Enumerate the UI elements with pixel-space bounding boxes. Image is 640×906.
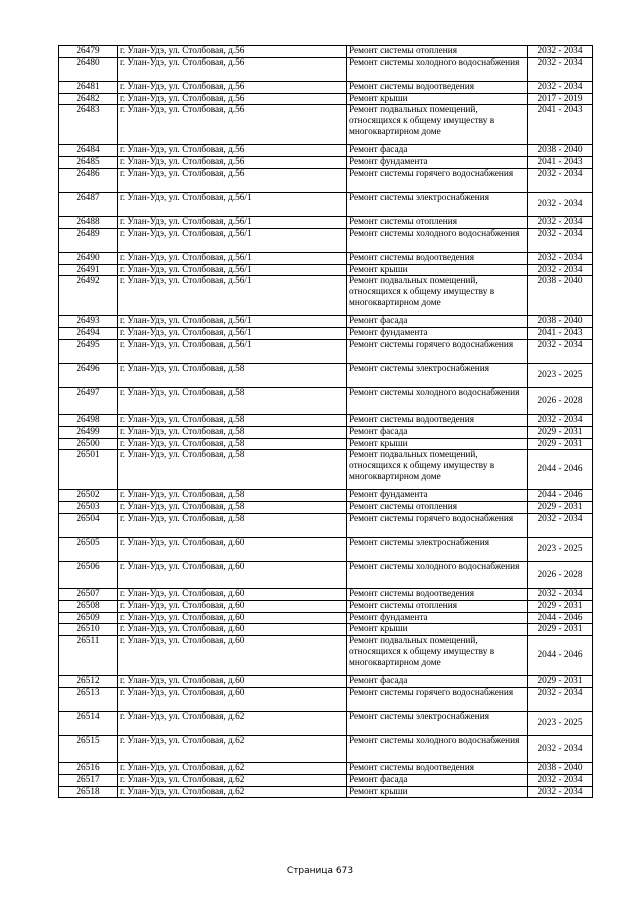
row-number-cell: 26506 — [59, 561, 118, 588]
work-type-cell: Ремонт системы водоотведения — [347, 81, 528, 93]
work-type-cell: Ремонт системы отопления — [347, 46, 528, 58]
work-type-cell: Ремонт фундамента — [347, 490, 528, 502]
work-type-cell: Ремонт подвальных помещений, относящихся к общему имуществу в многоквартирном доме — [347, 105, 528, 145]
table-row — [59, 46, 593, 58]
period-cell: 2044 - 2046 — [528, 450, 593, 490]
table-row — [59, 414, 593, 426]
table-row — [59, 328, 593, 340]
period-cell: 2032 - 2034 — [528, 786, 593, 798]
work-type-cell: Ремонт крыши — [347, 438, 528, 450]
period-cell: 2032 - 2034 — [528, 46, 593, 58]
row-number-cell: 26512 — [59, 676, 118, 688]
work-type-cell: Ремонт системы отопления — [347, 600, 528, 612]
period-cell: 2044 - 2046 — [528, 636, 593, 676]
period-cell: 2041 - 2043 — [528, 105, 593, 145]
row-number-cell: 26503 — [59, 502, 118, 514]
address-cell: г. Улан-Удэ, ул. Столбовая, д.60 — [118, 561, 347, 588]
address-cell: г. Улан-Удэ, ул. Столбовая, д.60 — [118, 612, 347, 624]
address-cell: г. Улан-Удэ, ул. Столбовая, д.56 — [118, 81, 347, 93]
period-cell: 2017 - 2019 — [528, 93, 593, 105]
work-type-cell: Ремонт крыши — [347, 93, 528, 105]
table-row — [59, 600, 593, 612]
table-row — [59, 81, 593, 93]
table-row — [59, 711, 593, 735]
row-number-cell: 26488 — [59, 216, 118, 228]
address-cell: г. Улан-Удэ, ул. Столбовая, д.60 — [118, 687, 347, 711]
table-row — [59, 252, 593, 264]
period-cell: 2044 - 2046 — [528, 612, 593, 624]
work-type-cell: Ремонт системы горячего водоснабжения — [347, 687, 528, 711]
row-number-cell: 26508 — [59, 600, 118, 612]
row-number-cell: 26490 — [59, 252, 118, 264]
address-cell: г. Улан-Удэ, ул. Столбовая, д.62 — [118, 711, 347, 735]
work-type-cell: Ремонт системы электроснабжения — [347, 363, 528, 387]
address-cell: г. Улан-Удэ, ул. Столбовая, д.58 — [118, 513, 347, 537]
table-row — [59, 57, 593, 81]
work-type-cell: Ремонт системы водоотведения — [347, 414, 528, 426]
address-cell: г. Улан-Удэ, ул. Столбовая, д.58 — [118, 450, 347, 490]
table-row — [59, 426, 593, 438]
period-cell: 2032 - 2034 — [528, 774, 593, 786]
period-cell: 2032 - 2034 — [528, 228, 593, 252]
table-row — [59, 450, 593, 490]
table-row — [59, 168, 593, 192]
period-cell: 2029 - 2031 — [528, 438, 593, 450]
table-row — [59, 105, 593, 145]
work-type-cell: Ремонт фасада — [347, 676, 528, 688]
work-type-cell: Ремонт системы холодного водоснабжения — [347, 735, 528, 762]
period-cell: 2032 - 2034 — [528, 264, 593, 276]
period-cell: 2032 - 2034 — [528, 735, 593, 762]
row-number-cell: 26516 — [59, 762, 118, 774]
address-cell: г. Улан-Удэ, ул. Столбовая, д.62 — [118, 774, 347, 786]
table-body — [59, 46, 593, 798]
row-number-cell: 26494 — [59, 328, 118, 340]
period-cell: 2023 - 2025 — [528, 711, 593, 735]
row-number-cell: 26518 — [59, 786, 118, 798]
address-cell: г. Улан-Удэ, ул. Столбовая, д.56/1 — [118, 316, 347, 328]
table-row — [59, 276, 593, 316]
period-cell: 2032 - 2034 — [528, 168, 593, 192]
table-row — [59, 192, 593, 216]
period-cell: 2032 - 2034 — [528, 192, 593, 216]
work-type-cell: Ремонт системы горячего водоснабжения — [347, 513, 528, 537]
row-number-cell: 26497 — [59, 387, 118, 414]
address-cell: г. Улан-Удэ, ул. Столбовая, д.58 — [118, 490, 347, 502]
period-cell: 2032 - 2034 — [528, 252, 593, 264]
row-number-cell: 26513 — [59, 687, 118, 711]
work-type-cell: Ремонт крыши — [347, 786, 528, 798]
row-number-cell: 26495 — [59, 339, 118, 363]
row-number-cell: 26485 — [59, 157, 118, 169]
period-cell: 2032 - 2034 — [528, 687, 593, 711]
address-cell: г. Улан-Удэ, ул. Столбовая, д.60 — [118, 636, 347, 676]
row-number-cell: 26501 — [59, 450, 118, 490]
address-cell: г. Улан-Удэ, ул. Столбовая, д.56/1 — [118, 228, 347, 252]
address-cell: г. Улан-Удэ, ул. Столбовая, д.60 — [118, 537, 347, 561]
period-cell: 2029 - 2031 — [528, 624, 593, 636]
table-row — [59, 687, 593, 711]
row-number-cell: 26486 — [59, 168, 118, 192]
work-type-cell: Ремонт фасада — [347, 426, 528, 438]
address-cell: г. Улан-Удэ, ул. Столбовая, д.56 — [118, 46, 347, 58]
table-row — [59, 786, 593, 798]
table-row — [59, 537, 593, 561]
table-row — [59, 157, 593, 169]
address-cell: г. Улан-Удэ, ул. Столбовая, д.56/1 — [118, 328, 347, 340]
period-cell: 2029 - 2031 — [528, 502, 593, 514]
work-type-cell: Ремонт фасада — [347, 145, 528, 157]
period-cell: 2038 - 2040 — [528, 762, 593, 774]
table-row — [59, 774, 593, 786]
period-cell: 2032 - 2034 — [528, 216, 593, 228]
work-type-cell: Ремонт системы водоотведения — [347, 588, 528, 600]
address-cell: г. Улан-Удэ, ул. Столбовая, д.62 — [118, 786, 347, 798]
period-cell: 2032 - 2034 — [528, 513, 593, 537]
address-cell: г. Улан-Удэ, ул. Столбовая, д.56 — [118, 157, 347, 169]
address-cell: г. Улан-Удэ, ул. Столбовая, д.58 — [118, 363, 347, 387]
work-type-cell: Ремонт фасада — [347, 774, 528, 786]
address-cell: г. Улан-Удэ, ул. Столбовая, д.58 — [118, 426, 347, 438]
table-row — [59, 588, 593, 600]
work-type-cell: Ремонт крыши — [347, 264, 528, 276]
address-cell: г. Улан-Удэ, ул. Столбовая, д.62 — [118, 762, 347, 774]
table-row — [59, 676, 593, 688]
table-row — [59, 561, 593, 588]
table-row — [59, 93, 593, 105]
row-number-cell: 26498 — [59, 414, 118, 426]
table-row — [59, 438, 593, 450]
work-type-cell: Ремонт системы водоотведения — [347, 252, 528, 264]
address-cell: г. Улан-Удэ, ул. Столбовая, д.58 — [118, 438, 347, 450]
period-cell: 2032 - 2034 — [528, 339, 593, 363]
work-type-cell: Ремонт системы горячего водоснабжения — [347, 168, 528, 192]
work-type-cell: Ремонт системы холодного водоснабжения — [347, 57, 528, 81]
row-number-cell: 26510 — [59, 624, 118, 636]
row-number-cell: 26492 — [59, 276, 118, 316]
work-type-cell: Ремонт фасада — [347, 316, 528, 328]
row-number-cell: 26487 — [59, 192, 118, 216]
address-cell: г. Улан-Удэ, ул. Столбовая, д.58 — [118, 387, 347, 414]
address-cell: г. Улан-Удэ, ул. Столбовая, д.58 — [118, 414, 347, 426]
address-cell: г. Улан-Удэ, ул. Столбовая, д.58 — [118, 502, 347, 514]
period-cell: 2041 - 2043 — [528, 328, 593, 340]
period-cell: 2032 - 2034 — [528, 414, 593, 426]
table-row — [59, 339, 593, 363]
work-type-cell: Ремонт фундамента — [347, 612, 528, 624]
table-row — [59, 145, 593, 157]
table-row — [59, 264, 593, 276]
row-number-cell: 26493 — [59, 316, 118, 328]
row-number-cell: 26481 — [59, 81, 118, 93]
work-type-cell: Ремонт системы электроснабжения — [347, 537, 528, 561]
work-type-cell: Ремонт системы холодного водоснабжения — [347, 228, 528, 252]
address-cell: г. Улан-Удэ, ул. Столбовая, д.56/1 — [118, 216, 347, 228]
row-number-cell: 26489 — [59, 228, 118, 252]
work-type-cell: Ремонт фундамента — [347, 328, 528, 340]
row-number-cell: 26502 — [59, 490, 118, 502]
work-type-cell: Ремонт подвальных помещений, относящихся к общему имуществу в многоквартирном доме — [347, 276, 528, 316]
table-row — [59, 612, 593, 624]
address-cell: г. Улан-Удэ, ул. Столбовая, д.56 — [118, 145, 347, 157]
page-number: Страница 673 — [286, 866, 354, 876]
address-cell: г. Улан-Удэ, ул. Столбовая, д.56 — [118, 168, 347, 192]
row-number-cell: 26480 — [59, 57, 118, 81]
row-number-cell: 26479 — [59, 46, 118, 58]
table-row — [59, 387, 593, 414]
work-type-cell: Ремонт подвальных помещений, относящихся к общему имуществу в многоквартирном доме — [347, 636, 528, 676]
period-cell: 2032 - 2034 — [528, 81, 593, 93]
address-cell: г. Улан-Удэ, ул. Столбовая, д.56/1 — [118, 264, 347, 276]
repair-schedule-table — [58, 45, 593, 798]
period-cell: 2032 - 2034 — [528, 57, 593, 81]
table-row — [59, 502, 593, 514]
address-cell: г. Улан-Удэ, ул. Столбовая, д.60 — [118, 588, 347, 600]
address-cell: г. Улан-Удэ, ул. Столбовая, д.60 — [118, 624, 347, 636]
address-cell: г. Улан-Удэ, ул. Столбовая, д.62 — [118, 735, 347, 762]
row-number-cell: 26483 — [59, 105, 118, 145]
address-cell: г. Улан-Удэ, ул. Столбовая, д.60 — [118, 676, 347, 688]
period-cell: 2044 - 2046 — [528, 490, 593, 502]
address-cell: г. Улан-Удэ, ул. Столбовая, д.56 — [118, 93, 347, 105]
address-cell: г. Улан-Удэ, ул. Столбовая, д.56/1 — [118, 192, 347, 216]
row-number-cell: 26500 — [59, 438, 118, 450]
work-type-cell: Ремонт системы холодного водоснабжения — [347, 561, 528, 588]
row-number-cell: 26514 — [59, 711, 118, 735]
table-row — [59, 762, 593, 774]
row-number-cell: 26499 — [59, 426, 118, 438]
work-type-cell: Ремонт системы водоотведения — [347, 762, 528, 774]
work-type-cell: Ремонт системы электроснабжения — [347, 192, 528, 216]
row-number-cell: 26507 — [59, 588, 118, 600]
work-type-cell: Ремонт системы горячего водоснабжения — [347, 339, 528, 363]
table-row — [59, 490, 593, 502]
address-cell: г. Улан-Удэ, ул. Столбовая, д.56/1 — [118, 276, 347, 316]
work-type-cell: Ремонт крыши — [347, 624, 528, 636]
work-type-cell: Ремонт системы электроснабжения — [347, 711, 528, 735]
address-cell: г. Улан-Удэ, ул. Столбовая, д.56 — [118, 57, 347, 81]
period-cell: 2029 - 2031 — [528, 600, 593, 612]
period-cell: 2038 - 2040 — [528, 276, 593, 316]
address-cell: г. Улан-Удэ, ул. Столбовая, д.56/1 — [118, 252, 347, 264]
table-row — [59, 513, 593, 537]
table-row — [59, 363, 593, 387]
period-cell: 2038 - 2040 — [528, 316, 593, 328]
table-row — [59, 735, 593, 762]
row-number-cell: 26482 — [59, 93, 118, 105]
work-type-cell: Ремонт фундамента — [347, 157, 528, 169]
work-type-cell: Ремонт системы отопления — [347, 502, 528, 514]
table-row — [59, 316, 593, 328]
row-number-cell: 26511 — [59, 636, 118, 676]
row-number-cell: 26504 — [59, 513, 118, 537]
period-cell: 2032 - 2034 — [528, 588, 593, 600]
period-cell: 2026 - 2028 — [528, 561, 593, 588]
period-cell: 2029 - 2031 — [528, 426, 593, 438]
address-cell: г. Улан-Удэ, ул. Столбовая, д.56/1 — [118, 339, 347, 363]
table-row — [59, 216, 593, 228]
period-cell: 2041 - 2043 — [528, 157, 593, 169]
row-number-cell: 26509 — [59, 612, 118, 624]
row-number-cell: 26515 — [59, 735, 118, 762]
address-cell: г. Улан-Удэ, ул. Столбовая, д.60 — [118, 600, 347, 612]
address-cell: г. Улан-Удэ, ул. Столбовая, д.56 — [118, 105, 347, 145]
table-row — [59, 624, 593, 636]
table-row — [59, 228, 593, 252]
row-number-cell: 26517 — [59, 774, 118, 786]
row-number-cell: 26496 — [59, 363, 118, 387]
work-type-cell: Ремонт системы отопления — [347, 216, 528, 228]
work-type-cell: Ремонт подвальных помещений, относящихся к общему имуществу в многоквартирном доме — [347, 450, 528, 490]
row-number-cell: 26505 — [59, 537, 118, 561]
period-cell: 2026 - 2028 — [528, 387, 593, 414]
table-row — [59, 636, 593, 676]
period-cell: 2023 - 2025 — [528, 363, 593, 387]
period-cell: 2023 - 2025 — [528, 537, 593, 561]
period-cell: 2038 - 2040 — [528, 145, 593, 157]
period-cell: 2029 - 2031 — [528, 676, 593, 688]
work-type-cell: Ремонт системы холодного водоснабжения — [347, 387, 528, 414]
row-number-cell: 26491 — [59, 264, 118, 276]
row-number-cell: 26484 — [59, 145, 118, 157]
